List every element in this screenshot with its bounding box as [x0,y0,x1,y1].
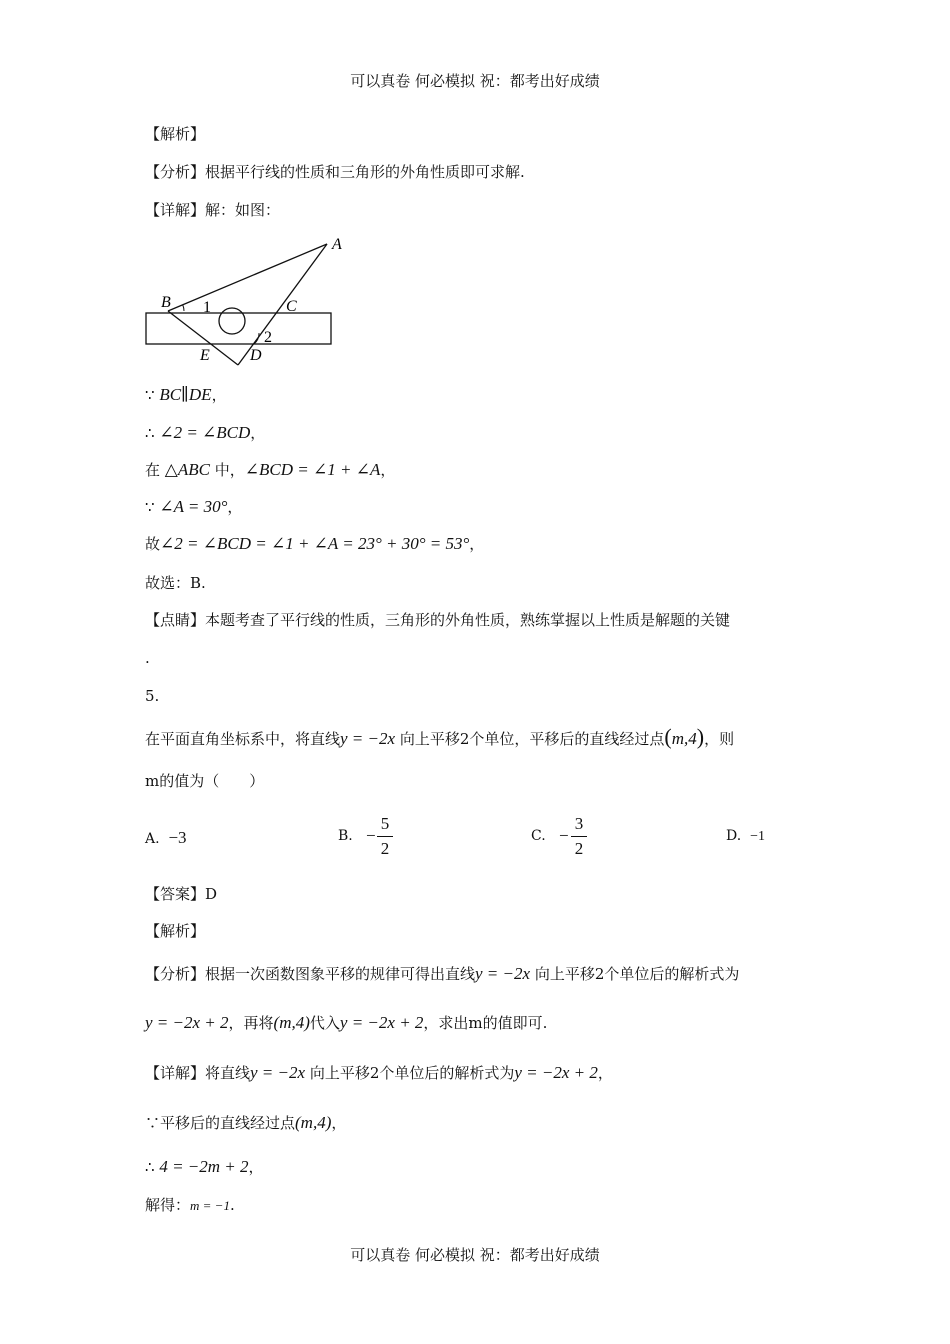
q5-stem-line1: 在平面直角坐标系中，将直线y = −2x 向上平移2个单位，平移后的直线经过点(m,4)，则 [145,724,735,749]
q4-jiexi-heading: 【解析】 [145,125,206,143]
page-footer: 可以真卷 何必模拟 祝：都考出好成绩 [350,1246,600,1264]
option-A: A. −3 [145,828,187,847]
q5-detail-line1: 【详解】将直线y = −2x 向上平移2个单位后的解析式为y = −2x + 2， [145,1063,613,1082]
q5-detail-line2: ∵平移后的直线经过点(m,4)， [145,1113,347,1132]
label-C: C [286,298,297,315]
label-B: B [161,294,171,311]
q4-analysis: 【分析】根据平行线的性质和三角形的外角性质即可求解. [145,163,525,181]
ruler-hole [219,308,245,334]
q4-detail-heading: 【详解】解：如图： [145,201,281,219]
q5-number: 5. [145,687,160,705]
q5-detail-line4: 解得：m = −1. [145,1196,235,1214]
option-C-fraction: 3 2 [571,814,587,859]
label-D: D [250,347,262,364]
label-angle-2: 2 [264,329,272,346]
ruler-rectangle [146,313,331,344]
option-C-label: C. [531,828,546,844]
option-D: D. −1 [726,828,765,844]
option-B-label: B. [338,828,353,844]
angle-1-arc [183,305,184,311]
label-A: A [332,236,342,253]
q4-step-1: ∵ BC∥DE， [145,385,227,404]
page-header: 可以真卷 何必模拟 祝：都考出好成绩 [350,72,600,90]
option-B-fraction: 5 2 [377,814,393,859]
q4-choice: 故选：B. [145,574,206,592]
q4-step-2: ∴ ∠2 = ∠BCD， [145,423,266,442]
q4-comment: 【点睛】本题考查了平行线的性质，三角形的外角性质，熟练掌握以上性质是解题的关键 [145,611,731,629]
q5-detail-line3: ∴ 4 = −2m + 2， [145,1157,264,1176]
q4-comment-end: . [145,649,150,667]
q5-jiexi-heading: 【解析】 [145,922,206,940]
q4-step-5: 故∠2 = ∠BCD = ∠1 + ∠A = 23° + 30° = 53°， [145,534,485,553]
q5-analysis-line1: 【分析】根据一次函数图象平移的规律可得出直线y = −2x 向上平移2个单位后的解析式为 [145,964,740,983]
q5-analysis-line2: y = −2x + 2，再将(m,4)代入y = −2x + 2，求出m的值即可. [145,1013,548,1032]
q5-stem-line2: m的值为（ ） [145,772,265,790]
label-E: E [200,347,210,364]
q4-step-4: ∵ ∠A = 30°， [145,497,243,516]
geometry-figure [140,232,350,367]
option-B-sign: − [366,826,376,845]
label-angle-1: 1 [203,299,211,316]
q5-answer: 【答案】D [145,885,218,903]
q4-step-3: 在 △ABC 中，∠BCD = ∠1 + ∠A， [145,460,396,479]
option-C-sign: − [559,826,569,845]
